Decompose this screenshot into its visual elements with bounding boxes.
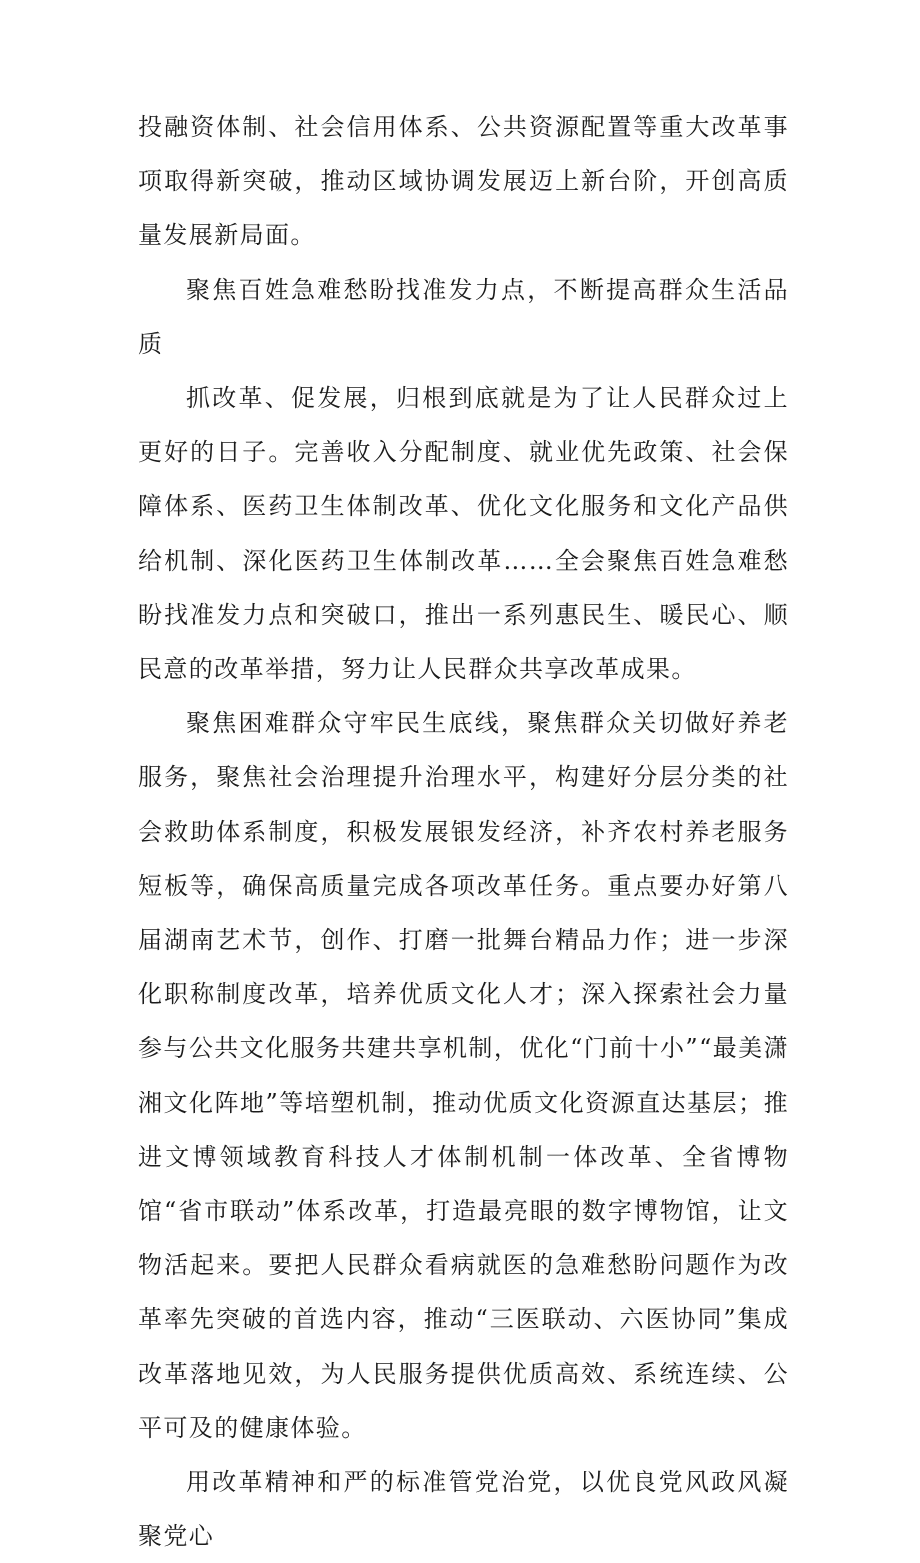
paragraph-continuation: 投融资体制、社会信用体系、公共资源配置等重大改革事项取得新突破，推动区域协调发展迈上新台阶，开创高质量发展新局面。 <box>138 113 789 250</box>
paragraph-focus-areas: 聚焦困难群众守牢民生底线，聚焦群众关切做好养老服务，聚焦社会治理提升治理水平，构建好分层分类的社会救助体系制度，积极发展银发经济，补齐农村养老服务短板等，确保高质量完成各项改革任务。重点要办好第八届湖南艺术节，创作、打磨一批舞台精品力作；进一步深化职称制度改革，培养优质文化人才；深入探索社会力量参与公共文化服务共建共享机制，优化“门前十小”“最美潇湘文化阵地”等培塑机制，推动优质文化资源直达基层；推进文博领域教育科技人才体制机制一体改革、全省博物馆“省市联动”体系改革，打造最亮眼的数字博物馆，让文物活起来。要把人民群众看病就医的急难愁盼问题作为改革率先突破的首选内容，推动“三医联动、六医协同”集成改革落地见效，为人民服务提供优质高效、系统连续、公平可及的健康体验。 <box>138 709 789 1442</box>
section-subheading-party: 用改革精神和严的标准管党治党，以优良党风政风凝聚党心 <box>138 1468 789 1551</box>
article-body <box>138 100 789 1563</box>
paragraph-reform-purpose: 抓改革、促发展，归根到底就是为了让人民群众过上更好的日子。完善收入分配制度、就业优先政策、社会保障体系、医药卫生体制改革、优化文化服务和文化产品供给机制、深化医药卫生体制改革……全会聚焦百姓急难愁盼找准发力点和突破口，推出一系列惠民生、暖民心、顺民意的改革举措，努力让人民群众共享改革成果。 <box>138 384 789 684</box>
section-subheading-livelihood: 聚焦百姓急难愁盼找准发力点，不断提高群众生活品质 <box>138 275 789 358</box>
